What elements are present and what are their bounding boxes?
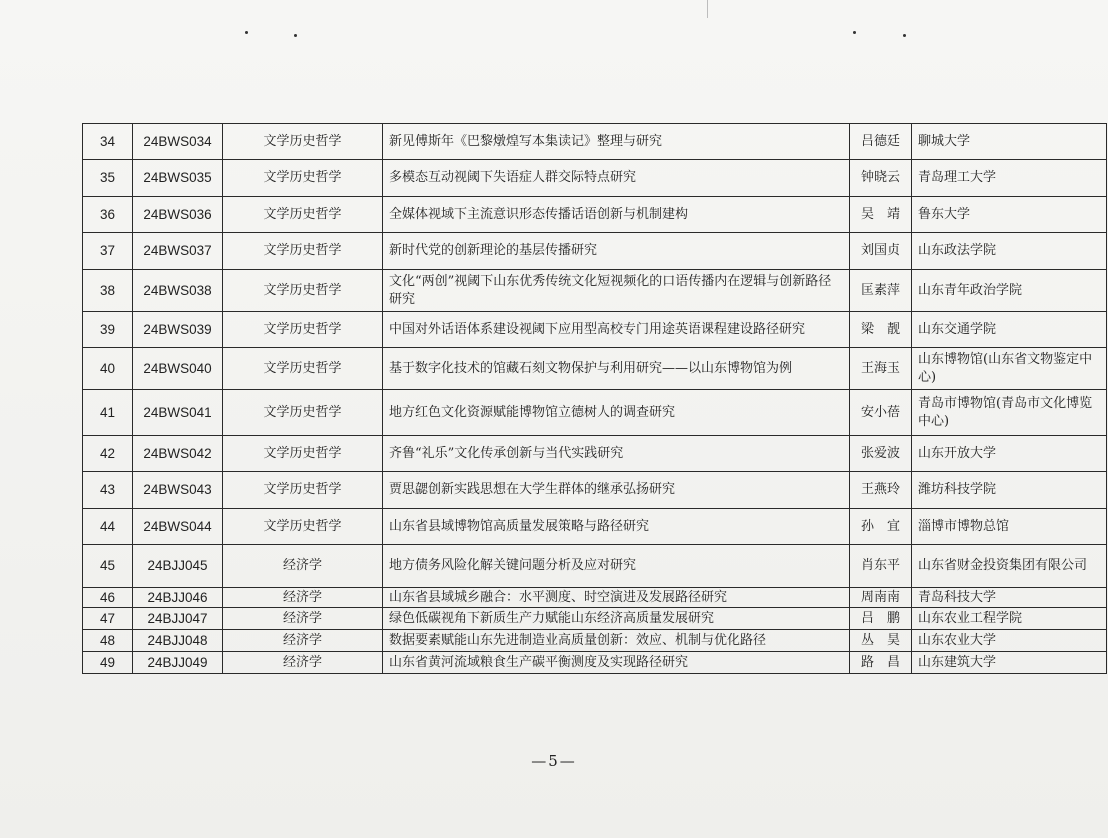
row-number: 47 [83,608,133,630]
row-number: 46 [83,588,133,608]
project-code: 24BJJ046 [133,588,223,608]
project-code: 24BWS043 [133,472,223,509]
project-leader: 肖东平 [850,545,912,588]
subject-category: 文学历史哲学 [223,390,383,436]
project-code: 24BWS034 [133,124,223,160]
scan-speck [245,31,248,34]
project-title: 山东省县域城乡融合：水平测度、时空演进及发展路径研究 [383,588,850,608]
project-code: 24BWS038 [133,270,223,312]
row-number: 49 [83,652,133,674]
subject-category: 文学历史哲学 [223,160,383,197]
project-leader: 丛 昊 [850,630,912,652]
project-code: 24BJJ045 [133,545,223,588]
project-leader: 钟晓云 [850,160,912,197]
institution: 聊城大学 [912,124,1107,160]
institution: 青岛理工大学 [912,160,1107,197]
project-title: 山东省黄河流域粮食生产碳平衡测度及实现路径研究 [383,652,850,674]
project-code: 24BWS041 [133,390,223,436]
row-number: 35 [83,160,133,197]
project-leader: 吴 靖 [850,197,912,233]
project-title: 贾思勰创新实践思想在大学生群体的继承弘扬研究 [383,472,850,509]
table-row [83,545,1107,588]
project-leader: 周南南 [850,588,912,608]
institution: 山东青年政治学院 [912,270,1107,312]
project-table [82,123,1107,674]
project-title: 齐鲁“礼乐”文化传承创新与当代实践研究 [383,436,850,472]
table-row [83,312,1107,348]
institution: 淄博市博物总馆 [912,509,1107,545]
table-row [83,436,1107,472]
institution: 山东政法学院 [912,233,1107,270]
subject-category: 文学历史哲学 [223,348,383,390]
institution: 山东交通学院 [912,312,1107,348]
institution: 山东开放大学 [912,436,1107,472]
table-row [83,160,1107,197]
table-row [83,472,1107,509]
project-code: 24BWS036 [133,197,223,233]
project-leader: 张爱波 [850,436,912,472]
project-title: 新见傅斯年《巴黎燉煌写本集读记》整理与研究 [383,124,850,160]
row-number: 42 [83,436,133,472]
institution: 青岛科技大学 [912,588,1107,608]
project-leader: 刘国贞 [850,233,912,270]
subject-category: 经济学 [223,545,383,588]
table-row [83,630,1107,652]
table-row [83,124,1107,160]
subject-category: 经济学 [223,652,383,674]
subject-category: 文学历史哲学 [223,436,383,472]
scan-speck [294,34,297,37]
row-number: 48 [83,630,133,652]
table-row [83,608,1107,630]
project-title: 基于数字化技术的馆藏石刻文物保护与利用研究——以山东博物馆为例 [383,348,850,390]
project-code: 24BWS042 [133,436,223,472]
row-number: 36 [83,197,133,233]
project-title: 地方红色文化资源赋能博物馆立德树人的调查研究 [383,390,850,436]
row-number: 45 [83,545,133,588]
project-code: 24BWS035 [133,160,223,197]
institution: 潍坊科技学院 [912,472,1107,509]
institution: 山东农业工程学院 [912,608,1107,630]
institution: 山东省财金投资集团有限公司 [912,545,1107,588]
subject-category: 文学历史哲学 [223,270,383,312]
project-title: 数据要素赋能山东先进制造业高质量创新：效应、机制与优化路径 [383,630,850,652]
table-row [83,588,1107,608]
table-row [83,348,1107,390]
institution: 鲁东大学 [912,197,1107,233]
project-title: 多模态互动视阈下失语症人群交际特点研究 [383,160,850,197]
project-title: 文化“两创”视阈下山东优秀传统文化短视频化的口语传播内在逻辑与创新路径研究 [383,270,850,312]
row-number: 38 [83,270,133,312]
project-title: 地方债务风险化解关键问题分析及应对研究 [383,545,850,588]
table-body [83,124,1107,674]
table-row [83,233,1107,270]
row-number: 43 [83,472,133,509]
scan-speck [853,31,856,34]
row-number: 41 [83,390,133,436]
project-code: 24BJJ048 [133,630,223,652]
table-row [83,270,1107,312]
row-number: 39 [83,312,133,348]
project-title: 新时代党的创新理论的基层传播研究 [383,233,850,270]
project-code: 24BJJ049 [133,652,223,674]
institution: 山东建筑大学 [912,652,1107,674]
table-row [83,509,1107,545]
table-row [83,197,1107,233]
project-leader: 安小蓓 [850,390,912,436]
page-number: —5— [531,752,577,770]
project-leader: 王燕玲 [850,472,912,509]
institution: 青岛市博物馆(青岛市文化博览中心) [912,390,1107,436]
project-leader: 吕德廷 [850,124,912,160]
scan-speck [903,34,906,37]
project-leader: 路 昌 [850,652,912,674]
row-number: 40 [83,348,133,390]
subject-category: 文学历史哲学 [223,472,383,509]
project-leader: 梁 靓 [850,312,912,348]
subject-category: 经济学 [223,630,383,652]
project-title: 绿色低碳视角下新质生产力赋能山东经济高质量发展研究 [383,608,850,630]
subject-category: 经济学 [223,608,383,630]
project-code: 24BWS039 [133,312,223,348]
project-title: 中国对外话语体系建设视阈下应用型高校专门用途英语课程建设路径研究 [383,312,850,348]
row-number: 34 [83,124,133,160]
row-number: 37 [83,233,133,270]
row-number: 44 [83,509,133,545]
subject-category: 文学历史哲学 [223,124,383,160]
project-code: 24BWS037 [133,233,223,270]
project-title: 全媒体视域下主流意识形态传播话语创新与机制建构 [383,197,850,233]
project-leader: 王海玉 [850,348,912,390]
table-row [83,652,1107,674]
project-code: 24BWS040 [133,348,223,390]
project-code: 24BWS044 [133,509,223,545]
institution: 山东农业大学 [912,630,1107,652]
project-code: 24BJJ047 [133,608,223,630]
subject-category: 经济学 [223,588,383,608]
table-row [83,390,1107,436]
subject-category: 文学历史哲学 [223,509,383,545]
subject-category: 文学历史哲学 [223,233,383,270]
project-title: 山东省县域博物馆高质量发展策略与路径研究 [383,509,850,545]
project-leader: 匡素萍 [850,270,912,312]
subject-category: 文学历史哲学 [223,312,383,348]
project-leader: 吕 鹏 [850,608,912,630]
subject-category: 文学历史哲学 [223,197,383,233]
institution: 山东博物馆(山东省文物鉴定中心) [912,348,1107,390]
project-leader: 孙 宜 [850,509,912,545]
scan-mark [707,0,708,18]
